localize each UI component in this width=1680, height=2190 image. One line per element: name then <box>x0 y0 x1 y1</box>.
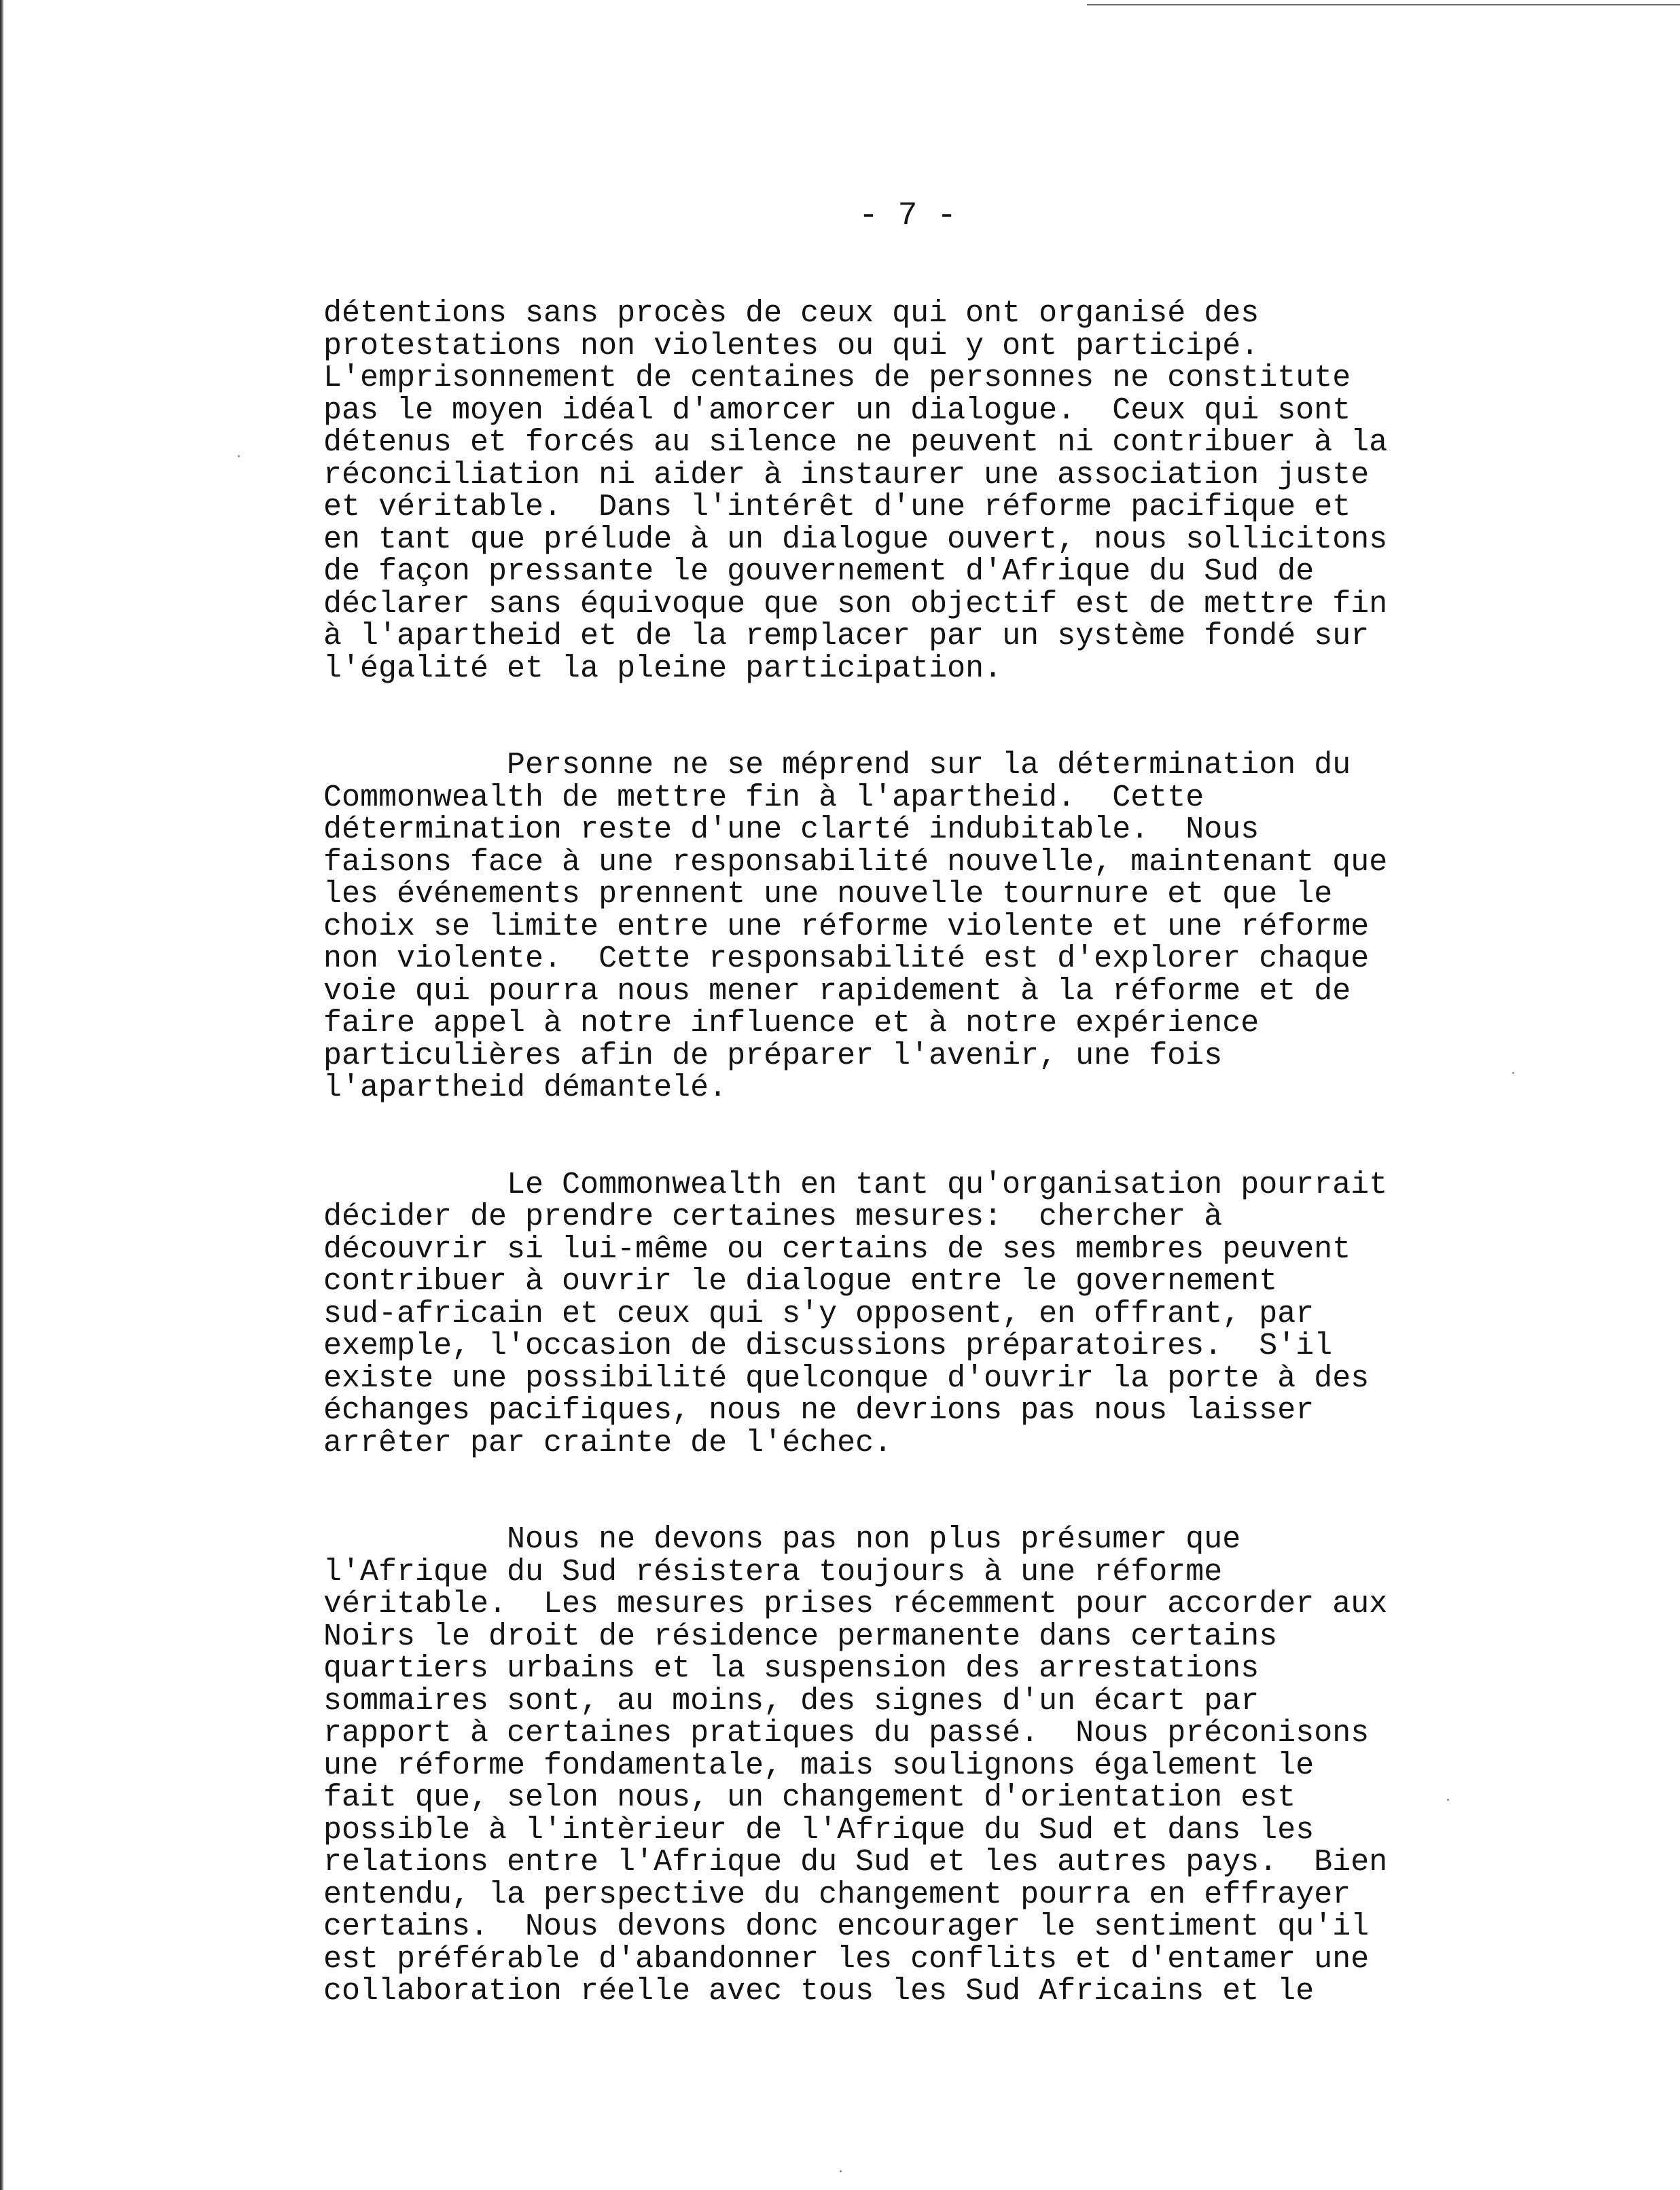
text-line: collaboration réelle avec tous les Sud Africains et le <box>323 1974 1315 2009</box>
text-line: entendu, la perspective du changement pourra en effrayer <box>323 1877 1351 1912</box>
text-line: rapport à certaines pratiques du passé. Nous préconisons <box>323 1716 1370 1751</box>
text-line: faire appel à notre influence et à notre expérience <box>323 1006 1259 1041</box>
text-line: de façon pressante le gouvernement d'Afrique du Sud de <box>323 554 1315 589</box>
text-line: Le Commonwealth en tant qu'organisation pourrait <box>323 1167 1388 1202</box>
text-line: certains. Nous devons donc encourager le sentiment qu'il <box>323 1909 1370 1944</box>
text-line: existe une possibilité quelconque d'ouvrir la porte à des <box>323 1361 1370 1396</box>
text-line: découvrir si lui-même ou certains de ses membres peuvent <box>323 1232 1351 1267</box>
text-line: non violente. Cette responsabilité est d'explorer chaque <box>323 941 1370 976</box>
text-line: faisons face à une responsabilité nouvelle, maintenant que <box>323 844 1388 880</box>
scan-speck <box>238 455 240 457</box>
text-line: Commonwealth de mettre fin à l'apartheid. Cette <box>323 780 1204 815</box>
page-number: - 7 - <box>859 198 957 234</box>
text-line: réconciliation ni aider à instaurer une association juste <box>323 457 1370 492</box>
paragraph <box>323 1169 1519 1460</box>
text-line: décider de prendre certaines mesures: chercher à <box>323 1200 1223 1234</box>
text-line: échanges pacifiques, nous ne devrions pas nous laisser <box>323 1393 1315 1428</box>
text-line: choix se limite entre une réforme violente et une réforme <box>323 909 1370 944</box>
text-line: l'égalité et la pleine participation. <box>323 651 1003 686</box>
text-line: quartiers urbains et la suspension des arrestations <box>323 1651 1259 1686</box>
paragraph <box>323 749 1519 1105</box>
text-line: relations entre l'Afrique du Sud et les autres pays. Bien <box>323 1845 1388 1880</box>
text-line: Noirs le droit de résidence permanente dans certains <box>323 1619 1278 1654</box>
text-line: exemple, l'occasion de discussions préparatoires. S'il <box>323 1329 1333 1363</box>
text-line: et véritable. Dans l'intérêt d'une réforme pacifique et <box>323 490 1351 524</box>
text-line: contribuer à ouvrir le dialogue entre le governement <box>323 1264 1278 1299</box>
text-line: particulières afin de préparer l'avenir, une fois <box>323 1038 1223 1073</box>
text-line: sommaires sont, au moins, des signes d'un écart par <box>323 1683 1259 1719</box>
paragraph <box>323 298 1519 685</box>
text-line: arrêter par crainte de l'échec. <box>323 1425 893 1460</box>
text-line: à l'apartheid et de la remplacer par un système fondé sur <box>323 619 1370 653</box>
text-line: véritable. Les mesures prises récemment pour accorder aux <box>323 1587 1388 1621</box>
text-line: sud-africain et ceux qui s'y opposent, en offrant, par <box>323 1296 1315 1331</box>
text-line: déclarer sans équivoque que son objectif est de mettre fin <box>323 586 1388 622</box>
scan-edge <box>0 0 4 2190</box>
text-line: une réforme fondamentale, mais soulignons également le <box>323 1748 1315 1783</box>
text-line: Nous ne devons pas non plus présumer que <box>323 1522 1241 1557</box>
text-line: fait que, selon nous, un changement d'orientation est <box>323 1780 1296 1815</box>
text-line: possible à l'intèrieur de l'Afrique du Sud et dans les <box>323 1812 1315 1848</box>
text-line: en tant que prélude à un dialogue ouvert, nous sollicitons <box>323 522 1388 557</box>
scan-speck <box>840 2170 842 2172</box>
text-line: l'Afrique du Sud résistera toujours à une réforme <box>323 1554 1223 1590</box>
text-line: détermination reste d'une clarté indubitable. Nous <box>323 812 1259 847</box>
text-line: détentions sans procès de ceux qui ont organisé des <box>323 296 1259 331</box>
paragraph <box>323 1524 1519 2008</box>
text-line: pas le moyen idéal d'amorcer un dialogue. Ceux qui sont <box>323 393 1351 428</box>
top-rule <box>1087 4 1680 5</box>
text-line: est préférable d'abandonner les conflits et d'entamer une <box>323 1941 1370 1977</box>
text-line: Personne ne se méprend sur la détermination du <box>323 748 1351 783</box>
text-line: détenus et forcés au silence ne peuvent ni contribuer à la <box>323 425 1388 460</box>
text-line: L'emprisonnement de centaines de personnes ne constitute <box>323 361 1351 395</box>
text-line: voie qui pourra nous mener rapidement à la réforme et de <box>323 973 1351 1009</box>
text-line: protestations non violentes ou qui y ont participé. <box>323 328 1259 363</box>
text-line: l'apartheid démantelé. <box>323 1071 728 1105</box>
body-text <box>323 298 1519 2008</box>
text-line: les événements prennent une nouvelle tournure et que le <box>323 877 1333 912</box>
